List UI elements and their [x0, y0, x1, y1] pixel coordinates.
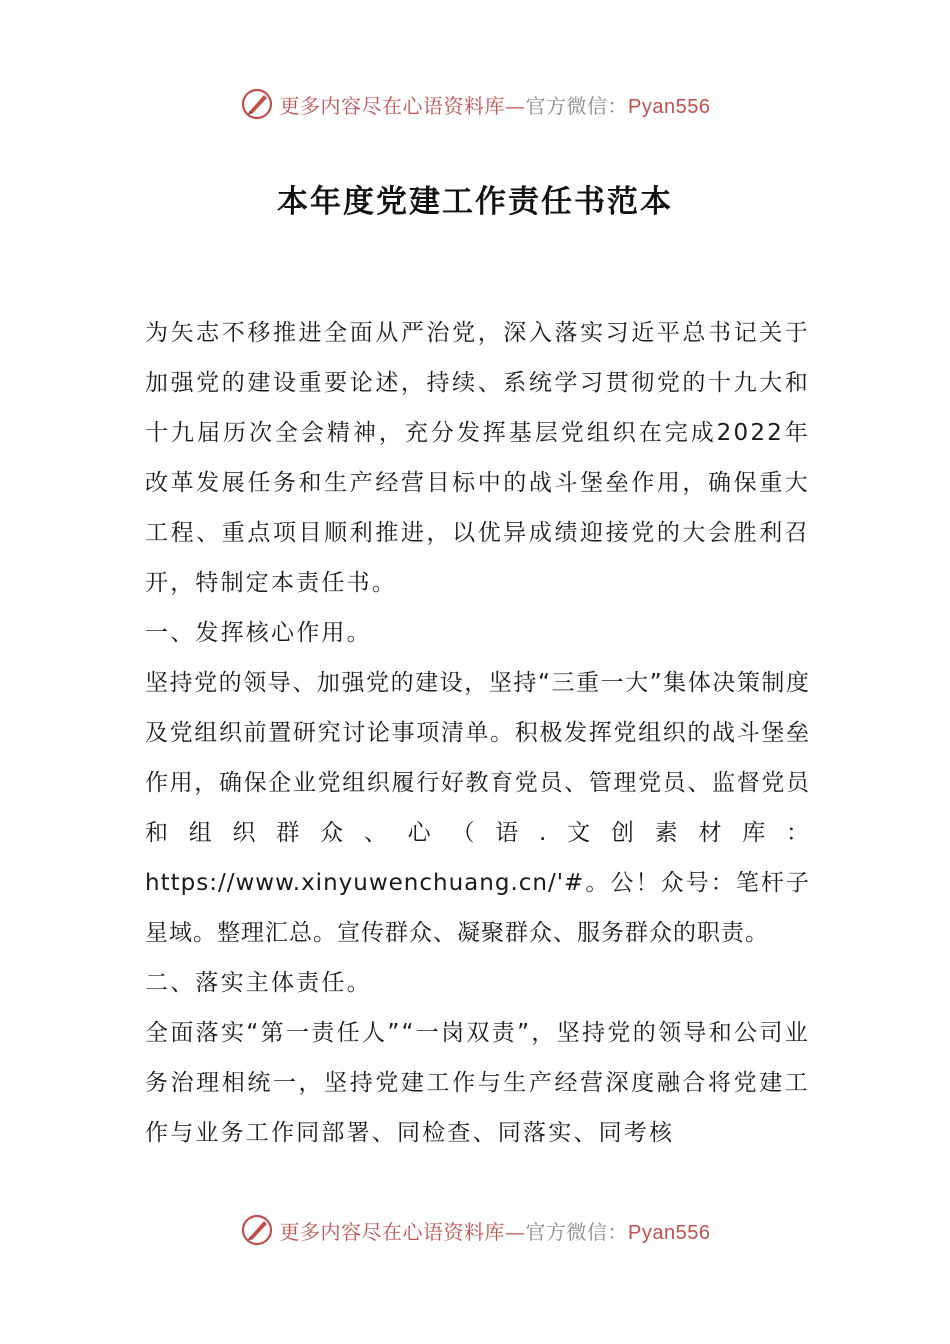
banner-text	[280, 1216, 711, 1245]
banner-dash: —	[505, 1219, 526, 1244]
banner-main-text: 更多内容尽在心语资料库	[279, 93, 506, 118]
section-heading-2: 二、落实主体责任。	[145, 970, 372, 996]
paragraph-section-1: 坚持党的领导、加强党的建设，坚持“三重一大”集体决策制度及党组织前置研究讨论事项清单。积极发挥党组织的战斗堡垒作用，确保企业党组织履行好教育党员、管理党员、监督党员和组织群众、心（语.文创素材库：https://www.xinyuwenchuang.cn/'#。公！众号：笔杆子星域。整理汇总。宣传群众、凝聚群众、服务群众的职责。	[145, 670, 810, 946]
banner-sub-text: 官方微信：	[525, 93, 629, 118]
banner-sub-text: 官方微信：	[525, 1219, 629, 1244]
section-heading-1: 一、发挥核心作用。	[145, 620, 372, 646]
footer-watermark-banner	[0, 1210, 950, 1250]
quill-seal-logo-icon	[240, 1213, 274, 1247]
banner-main-text: 更多内容尽在心语资料库	[279, 1219, 506, 1244]
header-watermark-banner	[0, 84, 950, 124]
document-title: 本年度党建工作责任书范本	[277, 184, 673, 220]
paragraph-intro: 为矢志不移推进全面从严治党，深入落实习近平总书记关于加强党的建设重要论述，持续、系统学习贯彻党的十九大和十九届历次全会精神，充分发挥基层党组织在完成2022年改革发展任务和生产经营目标中的战斗堡垒作用，确保重大工程、重点项目顺利推进，以优异成绩迎接党的大会胜利召开，特制定本责任书。	[145, 320, 810, 596]
banner-wechat-id: Pyan556	[628, 1221, 711, 1244]
banner-dash: —	[505, 93, 526, 118]
banner-wechat-id: Pyan556	[628, 95, 711, 118]
document-body	[145, 308, 810, 1158]
banner-text	[280, 90, 711, 119]
quill-seal-logo-icon	[240, 87, 274, 121]
paragraph-section-2: 全面落实“第一责任人”“一岗双责”，坚持党的领导和公司业务治理相统一，坚持党建工作与生产经营深度融合将党建工作与业务工作同部署、同检查、同落实、同考核	[145, 1020, 810, 1146]
